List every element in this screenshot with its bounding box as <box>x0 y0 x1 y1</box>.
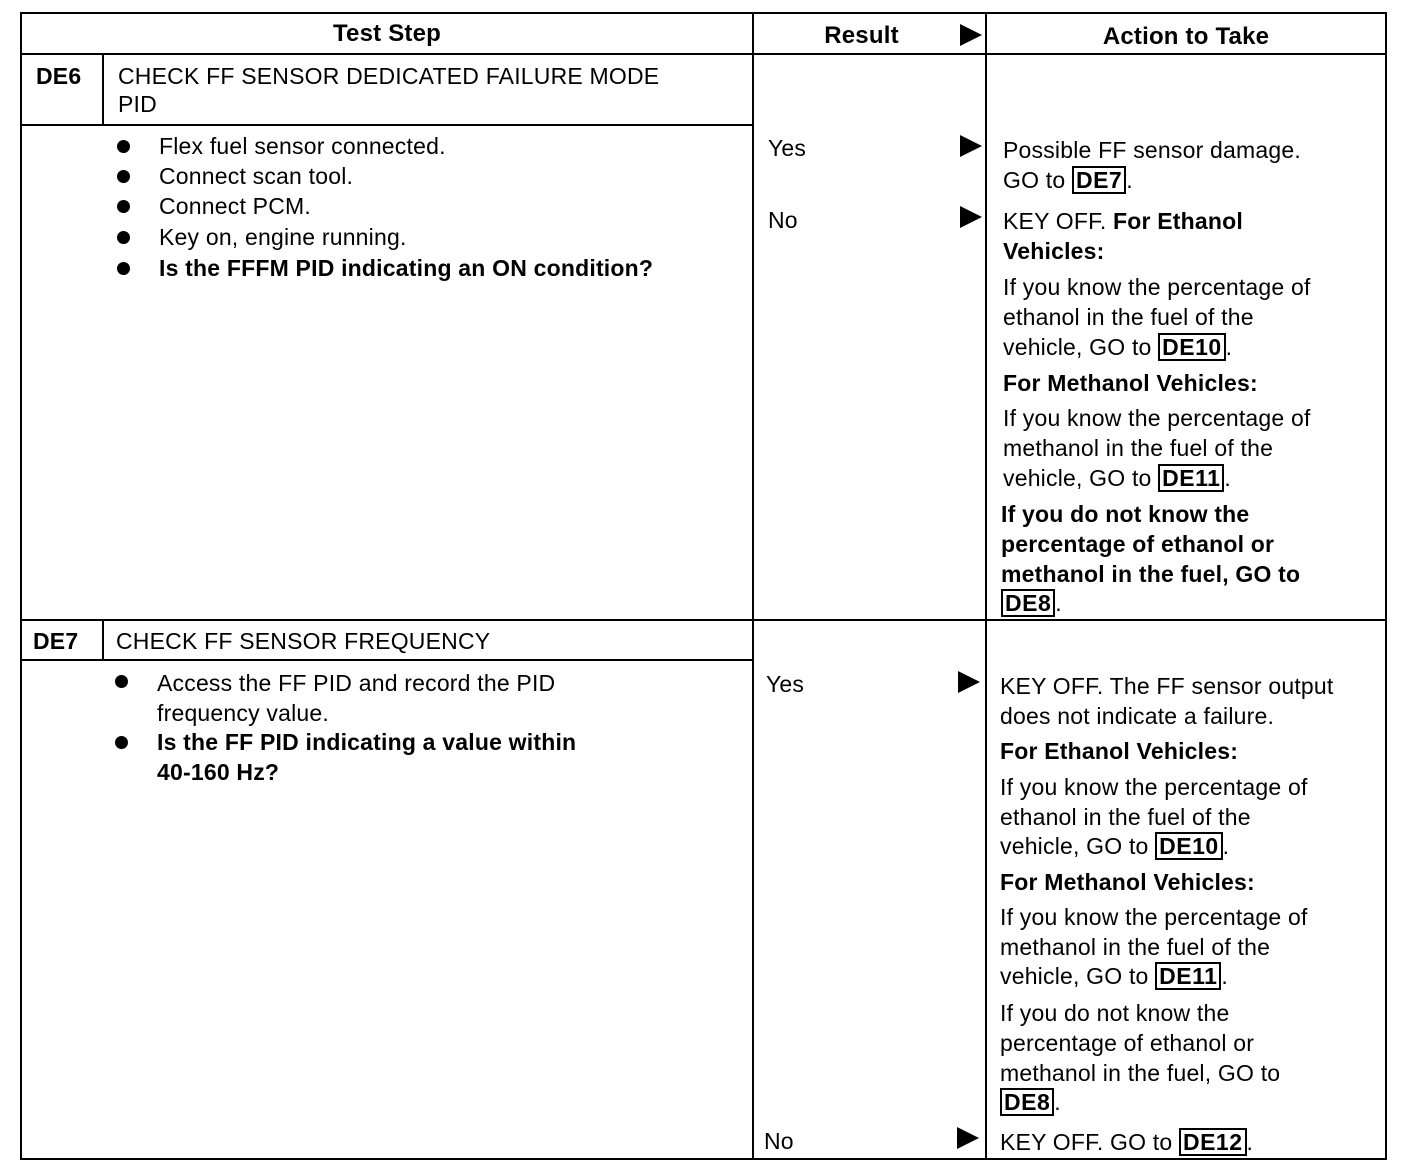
de7-result-yes: Yes <box>766 671 805 697</box>
table-left-border <box>20 12 22 1160</box>
bullet-icon <box>115 675 128 688</box>
step-ref-de11: DE11 <box>1155 962 1221 990</box>
bullet-icon <box>117 262 130 275</box>
de7-yes-meth-line3: vehicle, GO to DE11 . <box>1000 963 1228 989</box>
de6-no-eth-line2: ethanol in the fuel of the <box>1003 304 1254 330</box>
bullet-icon <box>117 140 130 153</box>
de6-no-eth-line1: If you know the percentage of <box>1003 274 1311 300</box>
de7-yes-eth-line3: vehicle, GO to DE10 . <box>1000 833 1230 859</box>
de6-bullet-5-question: Is the FFFM PID indicating an ON condition? <box>159 255 654 281</box>
de7-yes-meth-line2: methanol in the fuel of the <box>1000 934 1271 960</box>
de6-bullet-2: Connect scan tool. <box>159 163 354 189</box>
de6-bottom-border <box>20 619 1387 621</box>
de6-no-unk-line3: methanol in the fuel, GO to <box>1001 561 1301 587</box>
de6-no-unk-line2: percentage of ethanol or <box>1001 531 1275 557</box>
action-column-left-border <box>985 12 987 1160</box>
de7-result-no: No <box>764 1128 794 1154</box>
de7-yes-eth-line2: ethanol in the fuel of the <box>1000 804 1251 830</box>
de7-yes-line2: does not indicate a failure. <box>1000 703 1275 729</box>
de7-bullet-1-line2: frequency value. <box>157 700 329 726</box>
step-ref-de10: DE10 <box>1155 832 1223 860</box>
result-arrow-icon <box>957 1127 979 1149</box>
result-column-left-border <box>752 12 754 1160</box>
step-ref-de12: DE12 <box>1179 1128 1247 1156</box>
de6-result-no: No <box>768 207 798 233</box>
de7-step-id: DE7 <box>33 628 79 654</box>
de7-yes-unk-line1: If you do not know the <box>1000 1000 1230 1026</box>
header-result: Result <box>824 22 899 49</box>
table-right-border <box>1385 12 1387 1160</box>
bullet-icon <box>117 200 130 213</box>
result-arrow-icon <box>958 671 980 693</box>
de6-no-meth-heading: For Methanol Vehicles: <box>1003 370 1258 396</box>
de7-title-underline <box>20 659 753 661</box>
de6-result-yes: Yes <box>768 135 807 161</box>
de7-yes-line1: KEY OFF. The FF sensor output <box>1000 673 1334 699</box>
de7-title: CHECK FF SENSOR FREQUENCY <box>116 628 491 654</box>
header-test-step: Test Step <box>332 20 442 47</box>
de7-yes-meth-line1: If you know the percentage of <box>1000 904 1308 930</box>
result-arrow-icon <box>960 135 982 157</box>
de6-no-meth-line1: If you know the percentage of <box>1003 405 1311 431</box>
de6-no-unk-line4: DE8 . <box>1001 588 1062 618</box>
de6-yes-action-line1: Possible FF sensor damage. <box>1003 137 1301 163</box>
de7-yes-unk-line2: percentage of ethanol or <box>1000 1030 1255 1056</box>
step-ref-de8: DE8 <box>1000 1088 1054 1116</box>
step-ref-de7: DE7 <box>1072 166 1126 194</box>
step-ref-de8: DE8 <box>1001 589 1055 617</box>
de6-title-line1: CHECK FF SENSOR DEDICATED FAILURE MODE <box>118 63 660 89</box>
bullet-icon <box>117 231 130 244</box>
de7-bullet-1-line1: Access the FF PID and record the PID <box>157 670 556 696</box>
de6-bullet-3: Connect PCM. <box>159 193 311 219</box>
de6-step-id: DE6 <box>36 63 82 89</box>
de7-yes-unk-line4: DE8 . <box>1000 1087 1061 1117</box>
de6-no-meth-line3: vehicle, GO to DE11 . <box>1003 465 1231 491</box>
de7-yes-meth-heading: For Methanol Vehicles: <box>1000 869 1255 895</box>
de7-bullet-2-line2: 40-160 Hz? <box>157 759 280 785</box>
de7-yes-unk-line3: methanol in the fuel, GO to <box>1000 1060 1281 1086</box>
de6-no-action-line2: Vehicles: <box>1003 238 1105 264</box>
header-bottom-border <box>20 53 1387 55</box>
de6-no-meth-line2: methanol in the fuel of the <box>1003 435 1274 461</box>
de7-yes-eth-heading: For Ethanol Vehicles: <box>1000 738 1239 764</box>
result-arrow-icon <box>960 206 982 228</box>
de7-id-divider <box>102 619 104 661</box>
header-action: Action to Take <box>1102 23 1270 50</box>
de6-title-line2: PID <box>118 91 157 117</box>
table-top-border <box>20 12 1387 14</box>
step-ref-de10: DE10 <box>1158 333 1226 361</box>
bullet-icon <box>115 736 128 749</box>
de7-bullet-2-line1: Is the FF PID indicating a value within <box>157 729 577 755</box>
de6-id-divider <box>102 53 104 126</box>
de7-yes-eth-line1: If you know the percentage of <box>1000 774 1308 800</box>
de6-title-underline <box>20 124 753 126</box>
de6-no-eth-line3: vehicle, GO to DE10 . <box>1003 334 1233 360</box>
header-arrow-icon <box>960 24 982 46</box>
de6-no-action-line1: KEY OFF. For Ethanol <box>1003 208 1244 234</box>
step-ref-de11: DE11 <box>1158 464 1224 492</box>
table-bottom-border <box>20 1158 1387 1160</box>
de6-bullet-4: Key on, engine running. <box>159 224 407 250</box>
de7-no-action: KEY OFF. GO to DE12 . <box>1000 1129 1254 1155</box>
de6-no-unk-line1: If you do not know the <box>1001 501 1250 527</box>
de6-bullet-1: Flex fuel sensor connected. <box>159 133 446 159</box>
de6-yes-action-line2: GO to DE7 . <box>1003 167 1133 193</box>
bullet-icon <box>117 170 130 183</box>
